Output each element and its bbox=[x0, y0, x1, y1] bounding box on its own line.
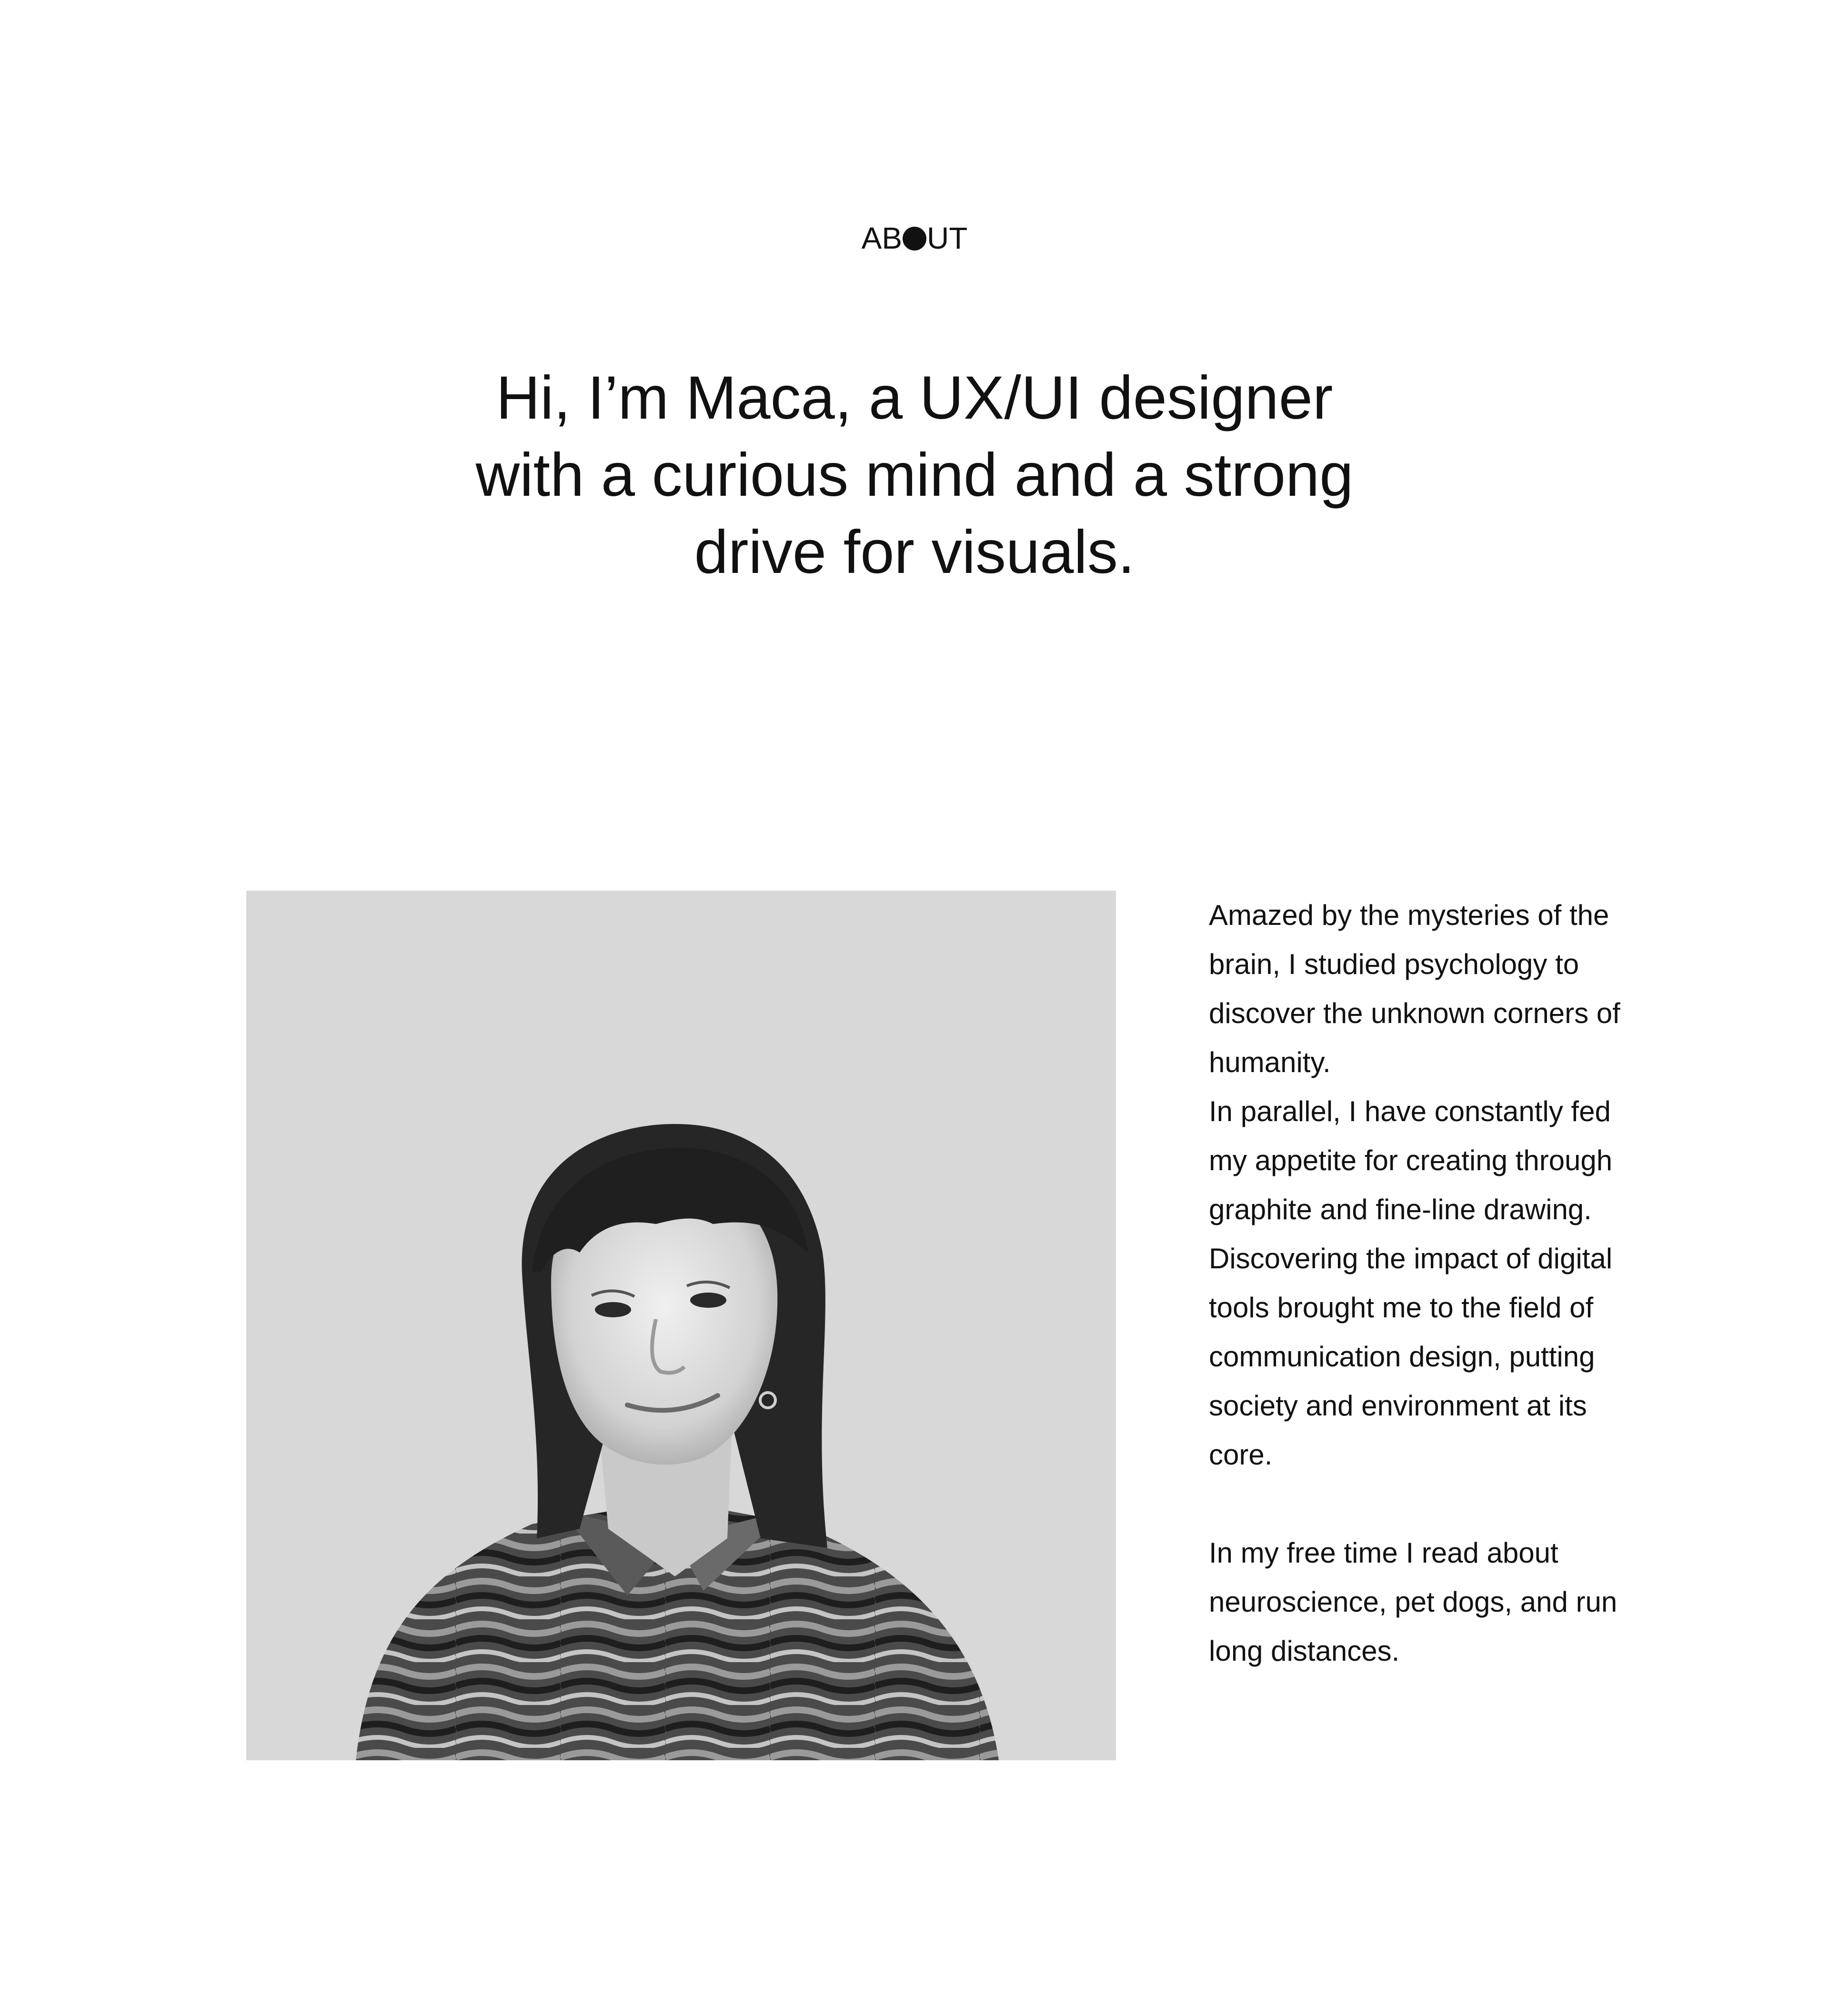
section-label-end: UT bbox=[927, 221, 968, 255]
page-title: Hi, I’m Maca, a UX/UI designer with a curious mind and a strong drive for visuals. bbox=[475, 364, 1354, 586]
bio-paragraph-1: Amazed by the mysteries of the brain, I studied psychology to discover the unknown corners of humanity. bbox=[1209, 899, 1620, 1078]
bio-paragraph-3: In my free time I read about neuroscience, pet dogs, and run long distances. bbox=[1209, 1537, 1618, 1667]
section-label-start: AB bbox=[861, 221, 903, 255]
bio-text bbox=[1209, 891, 1638, 1675]
bio-paragraph-2: In parallel, I have constantly fed my appetite for creating through graphite and fine-line drawing. Discovering the impact of digital tools brought me to the field of communication design, putting society and environment at its core. bbox=[1209, 1095, 1613, 1471]
portrait-photo bbox=[246, 891, 1116, 1760]
section-label-about bbox=[0, 219, 1829, 257]
dot-icon bbox=[903, 227, 926, 251]
portrait-illustration bbox=[246, 891, 1116, 1760]
